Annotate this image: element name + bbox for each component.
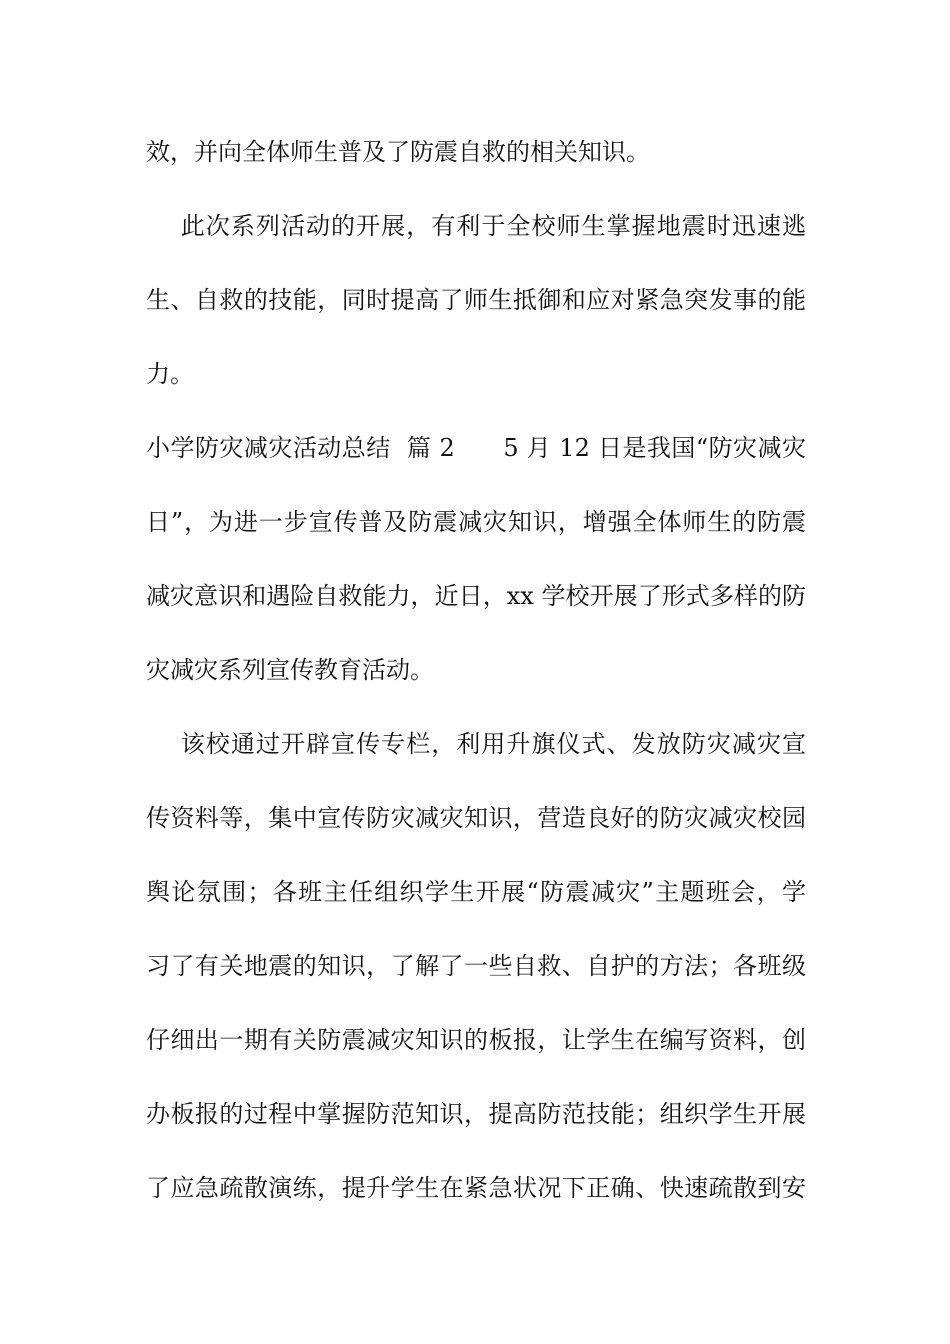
text-line: 舆论氛围；各班主任组织学生开展“防震减灾”主题班会，学 [146, 878, 806, 906]
text-line: 此次系列活动的开展，有利于全校师生掌握地震时迅速逃 [146, 212, 806, 240]
text-line: 力。 [146, 360, 194, 388]
text-line: 灾减灾系列宣传教育活动。 [146, 656, 434, 684]
text-line: 该校通过开辟宣传专栏，利用升旗仪式、发放防灾减灾宣 [146, 730, 806, 758]
text-line: 传资料等，集中宣传防灾减灾知识，营造良好的防灾减灾校园 [146, 804, 806, 832]
section-heading-line: 小学防灾减灾活动总结 篇 2 5 月 12 日是我国“防灾减灾 [146, 434, 806, 462]
text-line: 习了有关地震的知识，了解了一些自救、自护的方法；各班级 [146, 952, 806, 980]
text-line: 减灾意识和遇险自救能力，近日，xx 学校开展了形式多样的防 [146, 582, 806, 610]
text-line: 办板报的过程中掌握防范知识，提高防范技能；组织学生开展 [146, 1100, 806, 1128]
text-line: 了应急疏散演练，提升学生在紧急状况下正确、快速疏散到安 [146, 1174, 806, 1202]
text-line: 日”，为进一步宣传普及防震减灾知识，增强全体师生的防震 [146, 508, 806, 536]
text-line: 仔细出一期有关防震减灾知识的板报，让学生在编写资料，创 [146, 1026, 806, 1054]
text-line: 生、自救的技能，同时提高了师生抵御和应对紧急突发事的能 [146, 286, 806, 314]
text-line: 效，并向全体师生普及了防震自救的相关知识。 [146, 138, 650, 166]
